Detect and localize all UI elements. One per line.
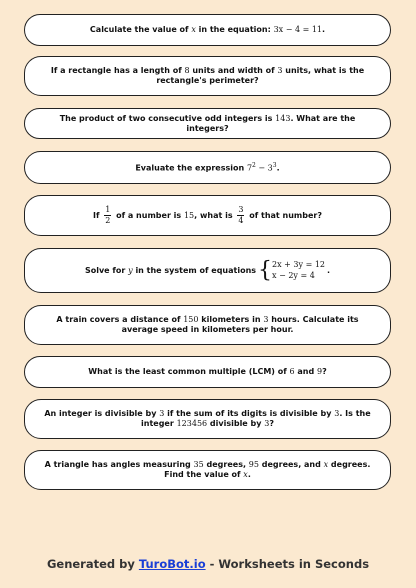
footer-suffix: - Worksheets in Seconds (205, 557, 370, 571)
turobot-link[interactable]: TuroBot.io (138, 557, 206, 571)
question-card-2 (24, 56, 391, 96)
question-text: If $\frac{1}{2}$ of a number is 15, what is $\frac{3}{4}$ of that number? (92, 205, 323, 225)
question-text: A triangle has angles measuring 35 degrees, 95 degrees, and x degrees. Find the value of x. (44, 460, 371, 479)
question-card-9 (24, 399, 391, 439)
question-text: What is the least common multiple (LCM) of 6 and 9? (88, 367, 327, 376)
fraction-three-quarters: $\frac{3}{4}$ (238, 205, 244, 225)
question-card-1 (24, 14, 391, 46)
question-card-7 (24, 305, 391, 345)
question-card-10 (24, 450, 391, 490)
question-text: Calculate the value of x in the equation: 3x − 4 = 11. (89, 25, 326, 34)
footer (0, 557, 416, 571)
question-text: If a rectangle has a length of 8 units and width of 3 units, what is the rectangle's perimeter? (50, 66, 365, 85)
question-text: A train covers a distance of 150 kilometers in 3 hours. Calculate its average speed in kilometers per hour. (56, 315, 359, 334)
question-text: Solve for y in the system of equations { 2x + 3y = 12 x − 2y = 4 . (84, 257, 331, 283)
question-text: Evaluate the expression $7^2 - 3^3$. (135, 161, 280, 173)
question-card-3 (24, 108, 391, 139)
left-brace: { (258, 257, 273, 283)
question-card-4 (24, 151, 391, 184)
question-text: The product of two consecutive odd integers is 143. What are the integers? (59, 113, 356, 133)
question-card-8 (24, 356, 391, 388)
fraction-one-half: $\frac{1}{2}$ (105, 205, 111, 225)
equation-1: 2x + 3y = 12 (272, 259, 325, 269)
equation-system (258, 257, 325, 283)
footer-prefix: Generated by (46, 557, 139, 571)
question-card-6 (24, 248, 391, 293)
question-card-5 (24, 195, 391, 236)
question-text: An integer is divisible by 3 if the sum of its digits is divisible by 3. Is the integer 123456 divisible by 3? (44, 409, 371, 428)
equation-2: x − 2y = 4 (272, 270, 315, 280)
